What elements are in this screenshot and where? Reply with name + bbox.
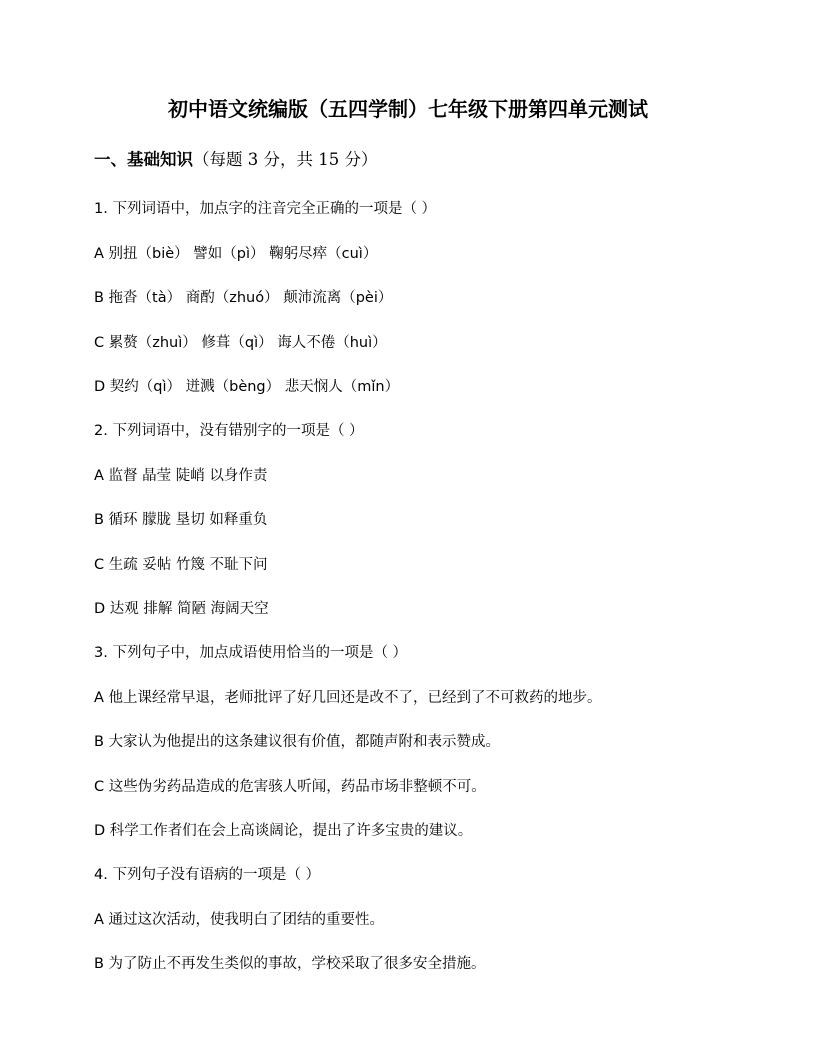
question-2: 2. 下列词语中，没有错别字的一项是（ ） xyxy=(94,423,364,439)
section-score-note: （每题 3 分，共 15 分） xyxy=(193,150,378,169)
question-3-option-a: A 他上课经常早退，老师批评了好几回还是改不了，已经到了不可救药的地步。 xyxy=(94,690,602,706)
question-2-option-d: D 达观 排解 简陋 海阔天空 xyxy=(94,601,269,617)
question-1-option-c: C 累赘（zhuì） 修葺（qì） 诲人不倦（huì） xyxy=(94,335,387,351)
question-2-option-c: C 生疏 妥帖 竹篾 不耻下问 xyxy=(94,557,268,573)
question-3-option-b: B 大家认为他提出的这条建议很有价值，都随声附和表示赞成。 xyxy=(94,734,501,750)
question-3-option-c: C 这些伪劣药品造成的危害骇人听闻，药品市场非整顿不可。 xyxy=(94,779,486,795)
section-heading xyxy=(94,148,377,172)
question-1-option-d: D 契约（qì） 迸溅（bèng） 悲天悯人（mǐn） xyxy=(94,379,400,395)
question-4-option-a: A 通过这次活动，使我明白了团结的重要性。 xyxy=(94,912,385,928)
question-3-option-d: D 科学工作者们在会上高谈阔论，提出了许多宝贵的建议。 xyxy=(94,823,473,839)
question-2-option-a: A 监督 晶莹 陡峭 以身作责 xyxy=(94,468,268,484)
question-1-option-b: B 拖沓（tà） 商酌（zhuó） 颠沛流离（pèi） xyxy=(94,290,393,306)
question-2-option-b: B 循环 朦胧 垦切 如释重负 xyxy=(94,512,268,528)
question-1-option-a: A 别扭（biè） 譬如（pì） 鞠躬尽瘁（cuì） xyxy=(94,246,378,262)
section-heading-label: 一、基础知识 xyxy=(94,150,193,169)
question-4-option-b: B 为了防止不再发生类似的事故，学校采取了很多安全措施。 xyxy=(94,956,486,972)
question-4: 4. 下列句子没有语病的一项是（ ） xyxy=(94,867,321,883)
question-1: 1. 下列词语中，加点字的注音完全正确的一项是（ ） xyxy=(94,201,437,217)
question-3: 3. 下列句子中，加点成语使用恰当的一项是（ ） xyxy=(94,645,408,661)
document-title: 初中语文统编版（五四学制）七年级下册第四单元测试 xyxy=(168,97,648,121)
